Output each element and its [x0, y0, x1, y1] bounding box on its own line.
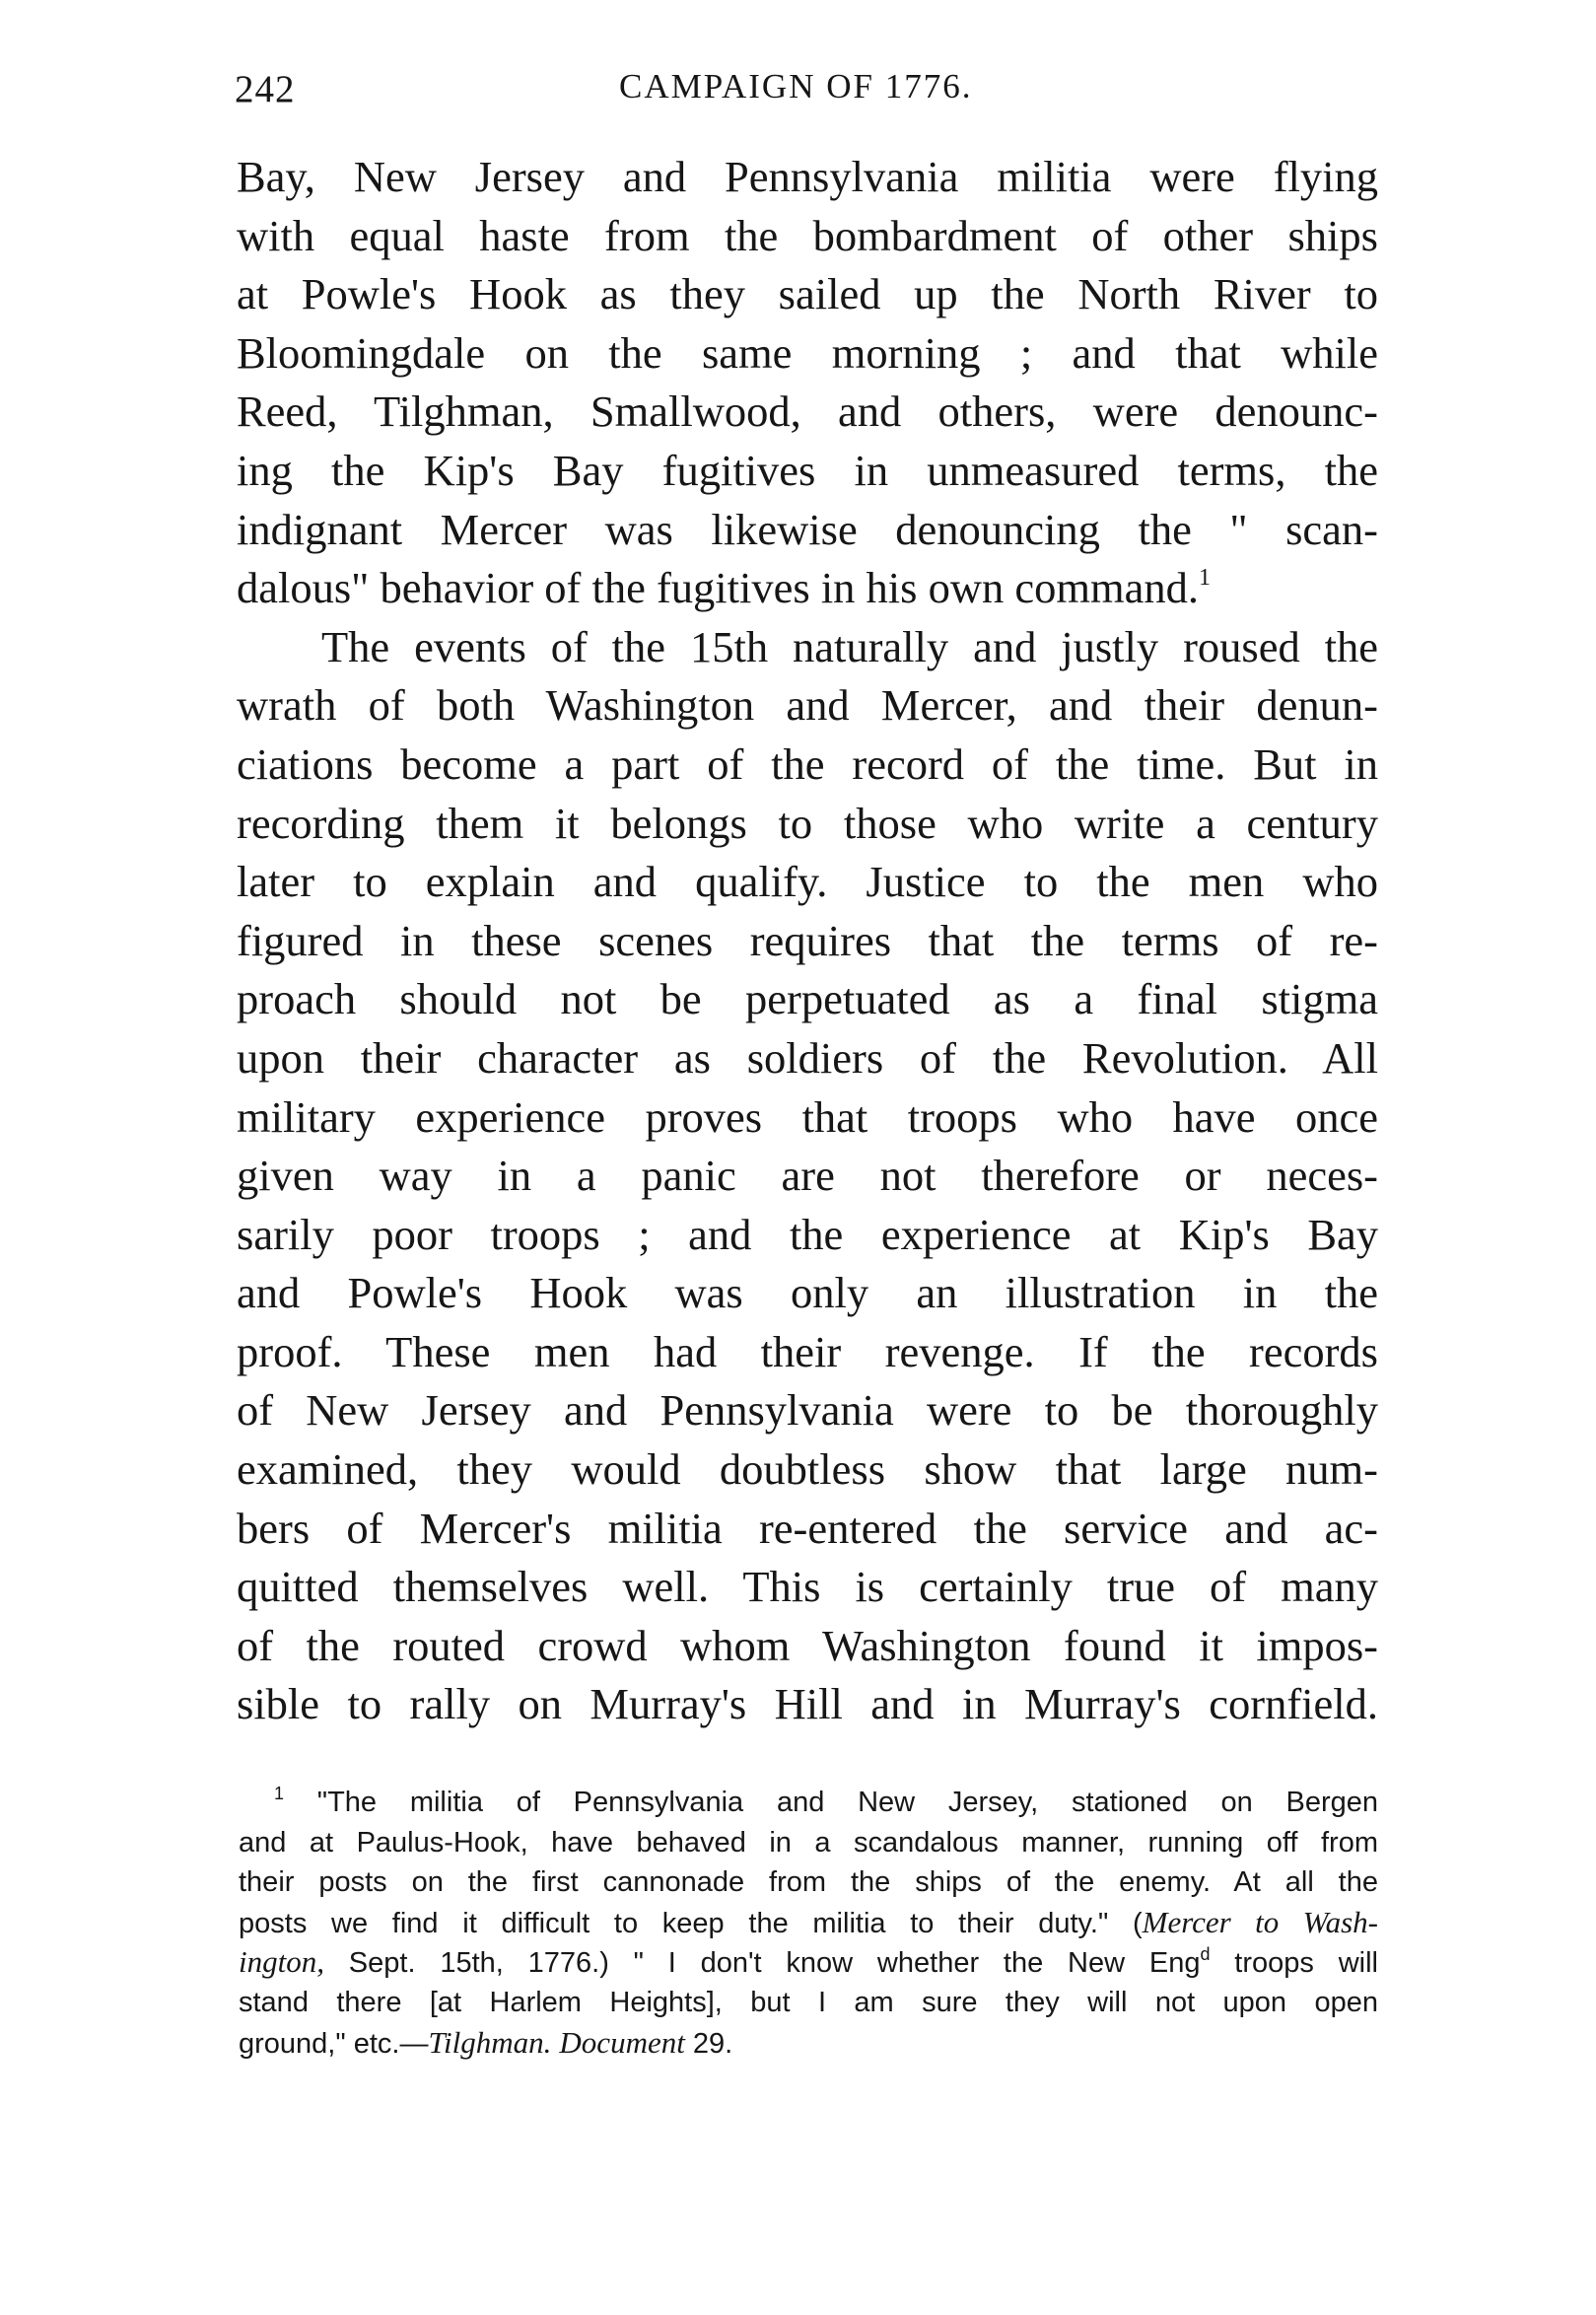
footnote-reference: 1 — [1198, 565, 1211, 592]
text-line-content: dalous" behavior of the fugitives in his own command. — [237, 563, 1199, 613]
footnote-text: troops will — [1210, 1947, 1378, 1980]
text-line: ing the Kip's Bay fugitives in unmeasured terms, the — [237, 445, 1378, 495]
text-line: sarily poor troops ; and the experience at Kip's Bay — [237, 1209, 1378, 1259]
running-head: CAMPAIGN OF 1776. — [619, 67, 973, 105]
text-line: wrath of both Washington and Mercer, and their denun- — [237, 680, 1378, 731]
text-line: of New Jersey and Pennsylvania were to be thoroughly — [237, 1385, 1378, 1436]
body-text — [237, 148, 1378, 1734]
text-line — [237, 559, 1378, 618]
footnote-line — [239, 1903, 1378, 1943]
footnote-line — [239, 1942, 1378, 1983]
footnote-document: Document — [559, 2024, 685, 2060]
text-line: sible to rally on Murray's Hill and in Murray's cornfield. — [237, 1679, 1378, 1729]
footnote-citation: ington, — [239, 1944, 324, 1980]
text-line: with equal haste from the bombardment of other ships — [237, 210, 1378, 260]
text-line: The events of the 15th naturally and justly roused the — [321, 621, 1378, 671]
text-line: quitted themselves well. This is certainly true of many — [237, 1562, 1378, 1612]
text-line: figured in these scenes requires that the terms of re- — [237, 915, 1378, 965]
text-line: examined, they would doubtless show that large num- — [237, 1444, 1378, 1495]
text-line: recording them it belongs to those who write a century — [237, 798, 1378, 848]
text-line: Bloomingdale on the same morning ; and that while — [237, 327, 1378, 378]
text-line: indignant Mercer was likewise denouncing the " scan- — [237, 504, 1378, 554]
footnote-citation: Mercer to Wash- — [1142, 1904, 1378, 1939]
footnote-author: Tilghman. — [428, 2024, 552, 2060]
footnote-line — [239, 1783, 1378, 1823]
footnote-text: ground," etc.— — [239, 2027, 429, 2060]
footnote-superscript: d — [1200, 1944, 1211, 1965]
text-line: proach should not be perpetuated as a final stigma — [237, 974, 1378, 1024]
footnote-marker: 1 — [274, 1784, 285, 1803]
page-header — [235, 67, 1378, 126]
text-line: bers of Mercer's militia re-entered the service and ac- — [237, 1503, 1378, 1553]
footnote-line — [239, 2023, 1378, 2064]
text-line: Bay, New Jersey and Pennsylvania militia were flying — [237, 152, 1378, 201]
page-number: 242 — [235, 68, 296, 110]
footnote-text: posts we find it difficult to keep the militia to their duty." — [239, 1907, 1109, 1939]
footnote-line: their posts on the first cannonade from the ships of the enemy. At all the — [239, 1866, 1378, 1899]
footnote-doc-number: 29. — [684, 2027, 733, 2060]
footnote-text: "The militia of Pennsylvania and New Jersey, stationed on Bergen — [316, 1787, 1378, 1818]
footnote-line: and at Paulus-Hook, have behaved in a scandalous manner, running off from — [239, 1826, 1378, 1859]
text-line: military experience proves that troops who have once — [237, 1091, 1378, 1142]
text-line: proof. These men had their revenge. If the records — [237, 1326, 1378, 1376]
text-line: of the routed crowd whom Washington found it impos- — [237, 1620, 1378, 1670]
text-line: given way in a panic are not therefore or neces- — [237, 1151, 1378, 1201]
footnote — [239, 1783, 1378, 2063]
text-line: Reed, Tilghman, Smallwood, and others, were denounc- — [237, 386, 1378, 437]
text-line: later to explain and qualify. Justice to the men who — [237, 857, 1378, 907]
text-line: at Powle's Hook as they sailed up the North River to — [237, 269, 1378, 319]
text-line: upon their character as soldiers of the Revolution. All — [237, 1032, 1378, 1083]
footnote-line: stand there [at Harlem Heights], but I am sure they will not upon open — [239, 1986, 1378, 2018]
footnote-paren: ( — [1132, 1907, 1143, 1939]
text-line: ciations become a part of the record of the time. But in — [237, 738, 1378, 789]
text-line: and Powle's Hook was only an illustration in the — [237, 1268, 1378, 1318]
footnote-text: Sept. 15th, 1776.) " I don't know whether the New Eng — [348, 1947, 1201, 1980]
